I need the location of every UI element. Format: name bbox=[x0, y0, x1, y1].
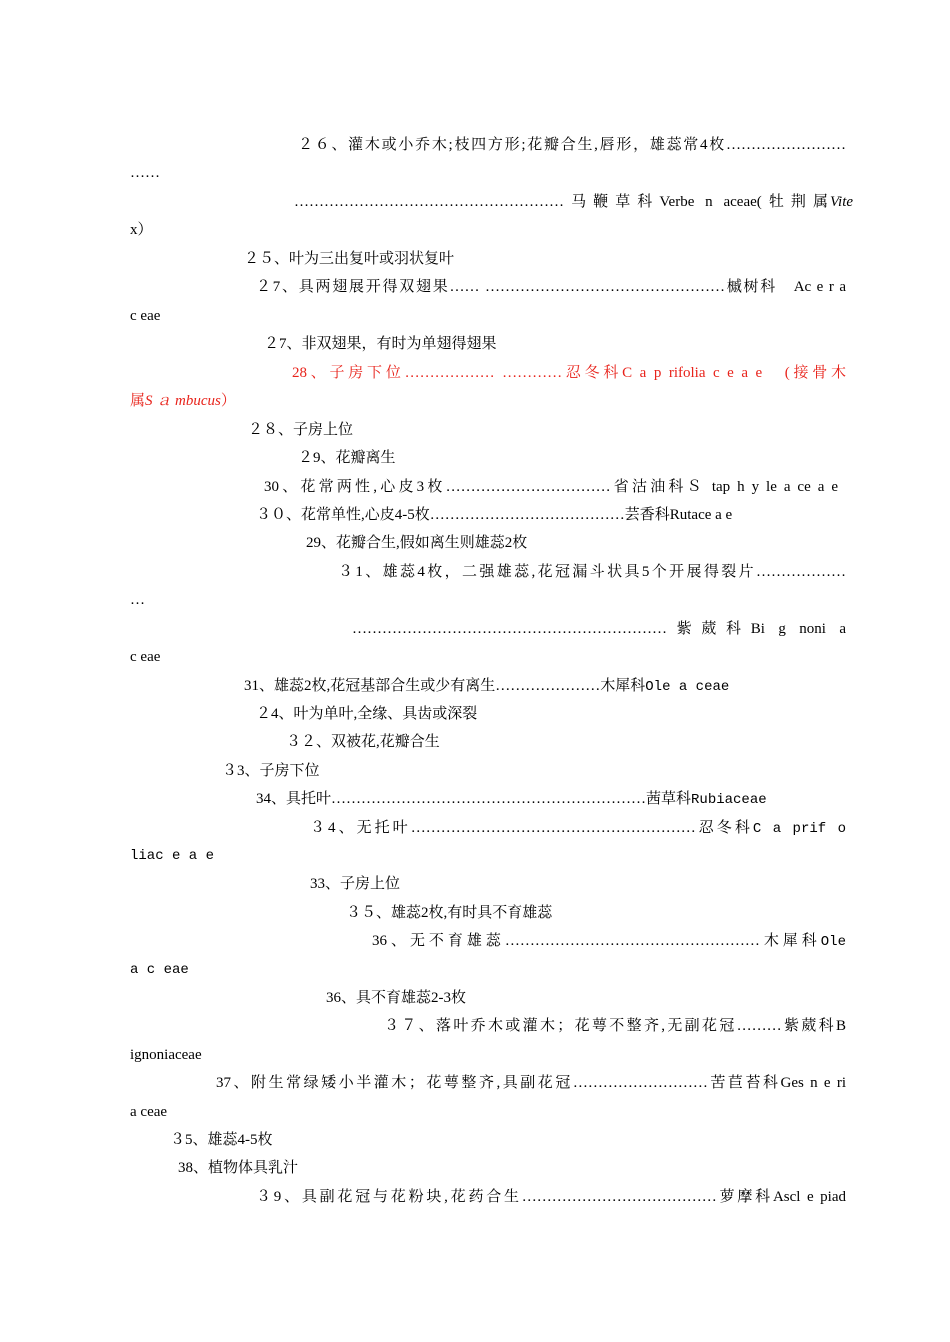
family-latin: C a prif o bbox=[752, 821, 846, 837]
genus-name: Vite bbox=[830, 194, 854, 210]
key-line-24: ２4、叶为单叶,全缘、具齿或深裂 bbox=[256, 706, 478, 722]
key-text: 34、具托叶………………………………………………………茜草科 bbox=[256, 791, 692, 807]
key-line-34a bbox=[256, 789, 846, 810]
key-line-36a-cont: a c eae bbox=[130, 962, 189, 978]
key-line-34b bbox=[310, 818, 846, 839]
key-line-bignoniaceae-cont: c eae bbox=[130, 649, 161, 665]
key-line-34b-cont: liac e a e bbox=[130, 848, 215, 864]
genus-suffix: ） bbox=[220, 393, 236, 409]
key-line-35a: ３５、雄蕊2枚,有时具不育雄蕊 bbox=[346, 905, 553, 921]
key-line-27a-cont: c eae bbox=[130, 308, 161, 324]
key-line-verbenaceae-genus bbox=[830, 192, 854, 212]
key-line-28a-cont bbox=[130, 391, 846, 411]
key-line-26-cont: …… bbox=[130, 165, 160, 181]
key-line-30b: ３０、花常单性,心皮4-5枚…………………………………芸香科Rutace a e bbox=[256, 507, 733, 523]
family-latin: Rubiaceae bbox=[691, 792, 767, 808]
key-line-29b: 29、花瓣合生,假如离生则雄蕊2枚 bbox=[306, 535, 528, 551]
key-line-31a-cont: … bbox=[130, 592, 145, 608]
key-text: 36、无不育雄蕊……………………………………………木犀科 bbox=[372, 933, 821, 949]
family-latin: Ole bbox=[820, 934, 846, 950]
key-line-25: ２５、叶为三出复叶或羽状复叶 bbox=[244, 251, 455, 267]
genus-prefix: 属 bbox=[130, 393, 146, 409]
key-line-39: ３9、具副花冠与花粉块,花药合生…………………………………萝摩科Ascl e piad bbox=[256, 1189, 846, 1205]
key-line-37b: 37、附生常绿矮小半灌木；花萼整齐,具副花冠………………………苦苣苔科Ges n e ri bbox=[216, 1075, 846, 1091]
genus-name: S ａ mbucus bbox=[145, 393, 221, 409]
key-line-31b bbox=[244, 676, 846, 697]
key-line-bignoniaceae: ………………………………………………………紫葳科Bi g noni a bbox=[352, 621, 846, 637]
key-line-30a: 30、花常两性,心皮3枚……………………………省沽油科Ｓ tap h y le a ce a e bbox=[264, 479, 838, 495]
key-line-28a: 28、子房下位……………… …………忍冬科C a p rifolia c e a e (接骨木 bbox=[292, 365, 846, 381]
key-line-37b-cont: a ceae bbox=[130, 1104, 168, 1120]
key-line-37a: ３７、落叶乔木或灌木；花萼不整齐,无副花冠………紫葳科B bbox=[384, 1018, 846, 1034]
key-line-28b: ２８、子房上位 bbox=[248, 422, 354, 438]
key-line-27a: ２7、具两翅展开得双翅果…… …………………………………………槭树科 Ac e r a bbox=[256, 279, 846, 295]
key-line-36b: 36、具不育雄蕊2-3枚 bbox=[326, 990, 466, 1006]
key-line-37a-cont: ignoniaceae bbox=[130, 1047, 202, 1063]
key-line-33a: ３3、子房下位 bbox=[222, 763, 320, 779]
key-line-26: ２６、灌木或小乔木;枝四方形;花瓣合生,唇形，雄蕊常4枚…………………… bbox=[298, 137, 846, 153]
key-line-32: ３２、双被花,花瓣合生 bbox=[286, 734, 440, 750]
key-line-29a: ２9、花瓣离生 bbox=[298, 450, 396, 466]
key-line-33b: 33、子房上位 bbox=[310, 876, 401, 892]
key-line-verbenaceae-cont: x） bbox=[130, 222, 153, 238]
key-line-36a bbox=[372, 931, 846, 952]
key-line-27b: ２7、非双翅果，有时为单翅得翅果 bbox=[264, 336, 497, 352]
key-text: ３4、无托叶…………………………………………………忍冬科 bbox=[310, 820, 753, 836]
family-latin: Ole a ceae bbox=[645, 679, 730, 695]
key-line-35b: ３5、雄蕊4-5枚 bbox=[170, 1132, 273, 1148]
key-line-38: 38、植物体具乳汁 bbox=[178, 1160, 299, 1176]
key-line-31a: ３1、雄蕊4枚，二强雄蕊,花冠漏斗状具5个开展得裂片……………… bbox=[338, 564, 846, 580]
key-text: 31、雄蕊2枚,花冠基部合生或少有离生…………………木犀科 bbox=[244, 678, 646, 694]
key-line-verbenaceae: ………………………………………………马鞭草科Verbe n aceae(牡荆属 bbox=[294, 194, 828, 210]
